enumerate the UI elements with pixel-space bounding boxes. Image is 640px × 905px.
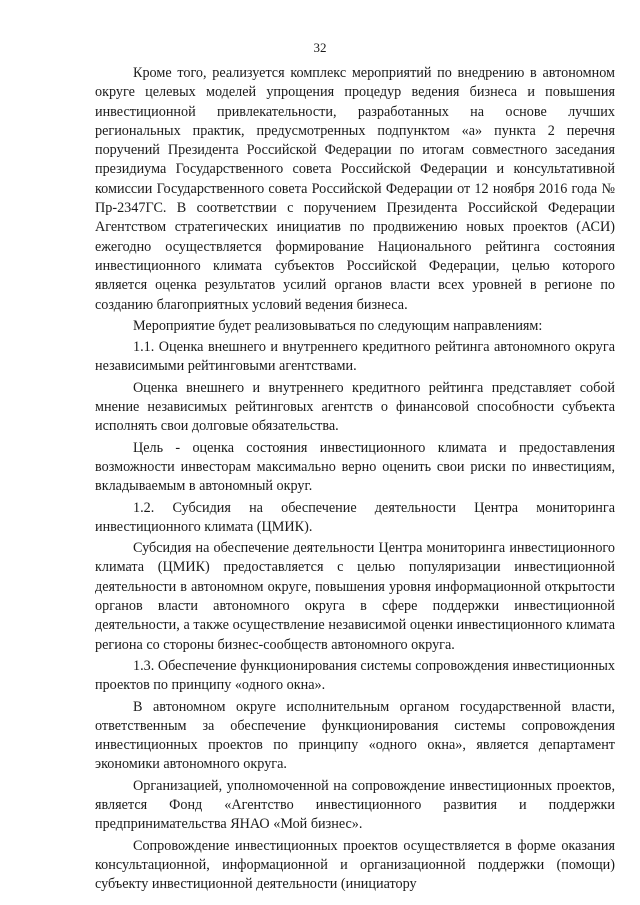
paragraph: Цель - оценка состояния инвестиционного климата и предоставления возможности инвесторам максимально верно оценить свои риски по инвестициям, вкладываемым в автономный округ.	[95, 439, 615, 495]
paragraph: В автономном округе исполнительным органом государственной власти, ответственным за обеспечение функционирования системы сопровождения инвестиционных проектов по принципу «одного окна», является департамент экономики автономного округа.	[95, 698, 615, 773]
paragraph: Сопровождение инвестиционных проектов осуществляется в форме оказания консультационной, информационной и организационной поддержки (помощи) субъекту инвестиционной деятельности (инициатору	[95, 837, 615, 893]
paragraph: 1.3. Обеспечение функционирования системы сопровождения инвестиционных проектов по принципу «одного окна».	[95, 657, 615, 694]
paragraph: Субсидия на обеспечение деятельности Центра мониторинга инвестиционного климата (ЦМИК) предоставляется с целью популяризации инвестиционной деятельности в автономном округе, повышения уровня информационной открытости органов власти автономного округа в сфере поддержки инвестиционной деятельности, а также осуществление независимой оценки инвестиционного климата региона со стороны бизнес-сообществ автономного округа.	[95, 540, 615, 653]
paragraph: Кроме того, реализуется комплекс мероприятий по внедрению в автономном округе целевых моделей упрощения процедур ведения бизнеса и повышения инвестиционной привлекательности, разработанных на основе лучших региональных практик, предусмотренных подпунктом «а» пункта 2 перечня поручений Президента Российской Федерации по итогам совместного заседания президиума Государственного совета Российской Федерации и консультативной комиссии Государственного совета Российской Федерации от 12 ноября 2016 года № Пр-2347ГС. В соответствии с поручением Президента Российской Федерации Агентством стратегических инициатив по продвижению новых проектов (АСИ) ежегодно осуществляется формирование Национального рейтинга состояния инвестиционного климата субъектов Российской Федерации, целью которого является оценка результатов усилий органов власти всех уровней в регионе по созданию благоприятных условий ведения бизнеса.	[95, 65, 615, 313]
page-number: 32	[313, 40, 327, 55]
paragraph: Оценка внешнего и внутреннего кредитного рейтинга представляет собой мнение независимых рейтинговых агентств о финансовой способности субъекта исполнять свои долговые обязательства.	[95, 379, 615, 435]
paragraph: 1.2. Субсидия на обеспечение деятельности Центра мониторинга инвестиционного климата (ЦМИК).	[95, 499, 615, 535]
paragraph: 1.1. Оценка внешнего и внутреннего кредитного рейтинга автономного округа независимыми рейтинговыми агентствами.	[95, 339, 615, 375]
paragraph: Мероприятие будет реализовываться по следующим направлениям:	[133, 317, 543, 334]
document-body	[95, 64, 615, 894]
paragraph: Организацией, уполномоченной на сопровождение инвестиционных проектов, является Фонд «Агентство инвестиционного развития и поддержки предпринимательства ЯНАО «Мой бизнес».	[95, 777, 615, 833]
